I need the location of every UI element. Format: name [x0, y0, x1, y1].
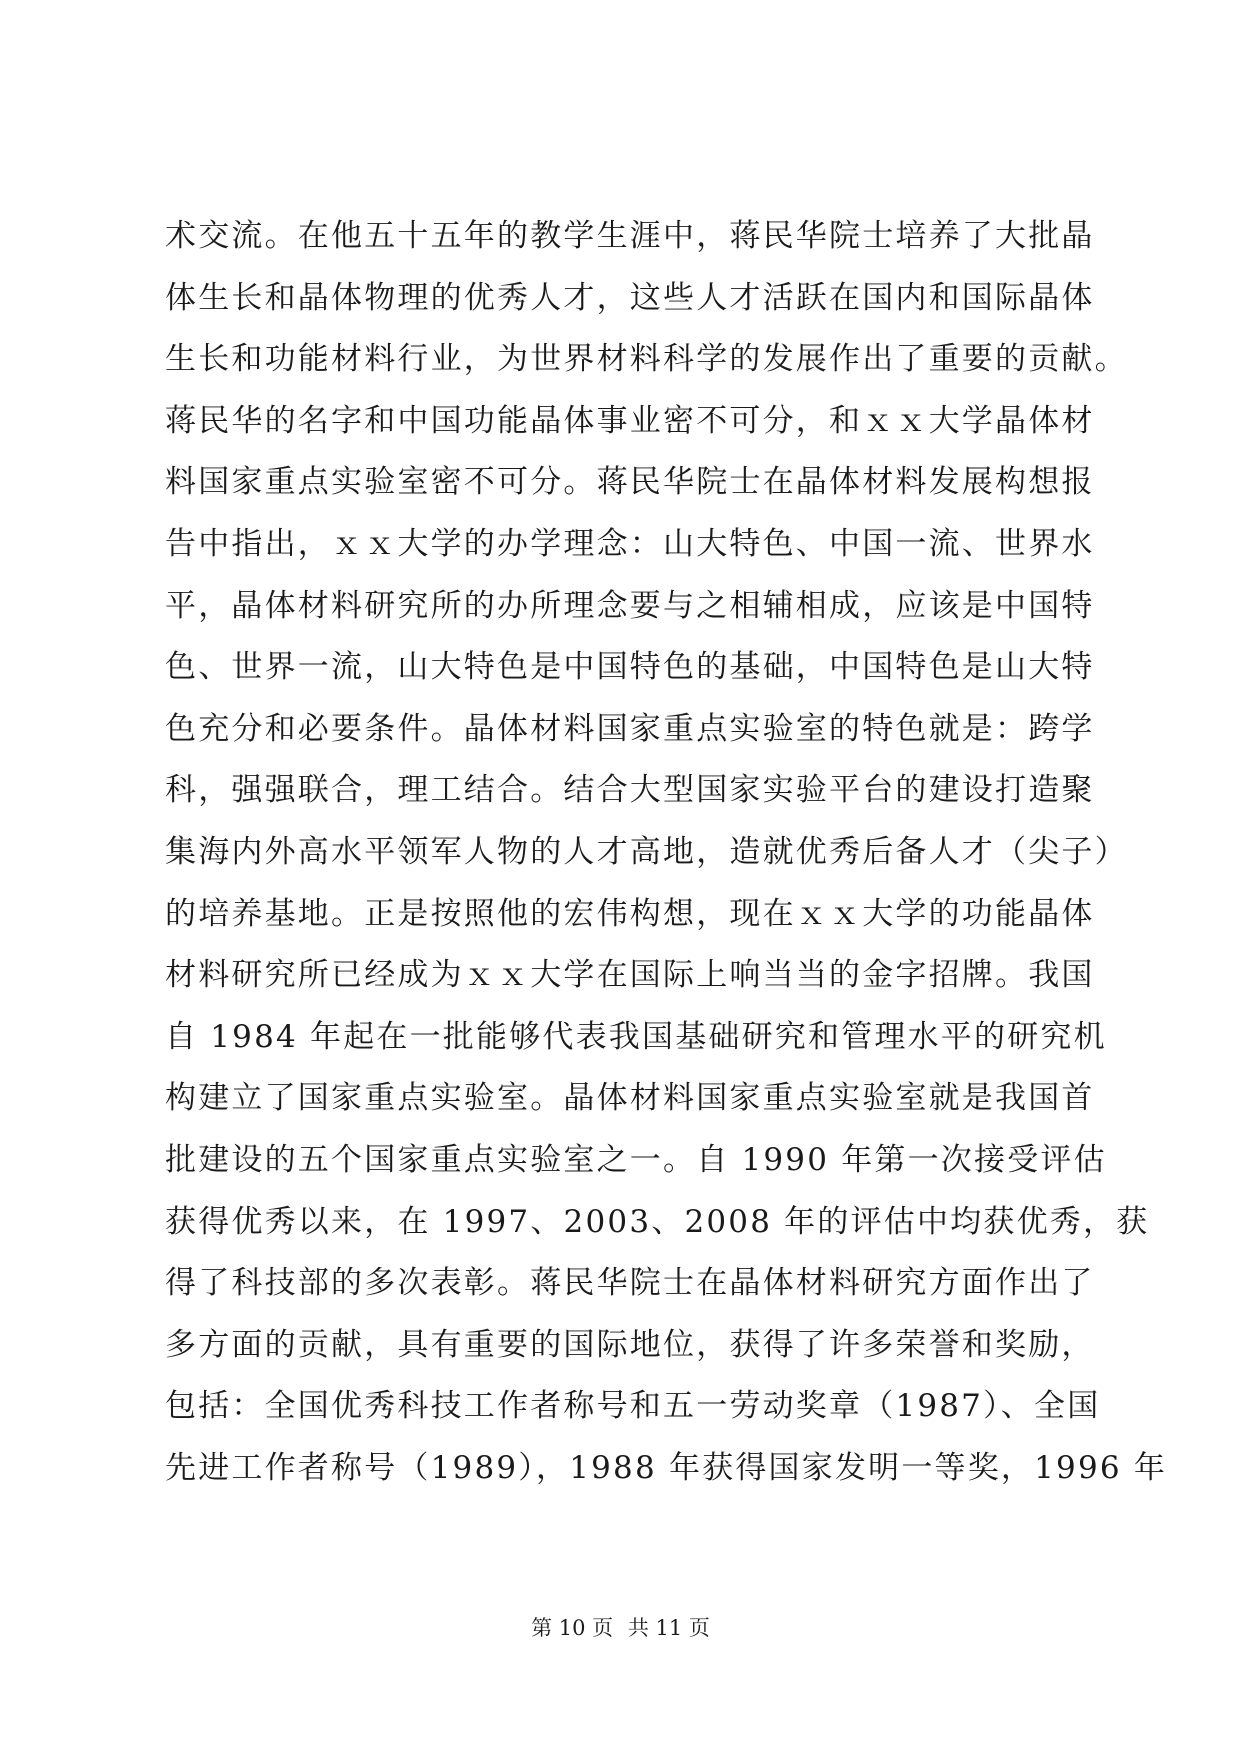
- text-line: 多方面的贡献，具有重要的国际地位，获得了许多荣誉和奖励，: [165, 1326, 1095, 1363]
- text-line: 蒋民华的名字和中国功能晶体事业密不可分，和ｘｘ大学晶体材: [165, 402, 1095, 439]
- page-number: 第 10 页: [531, 1616, 614, 1640]
- text-line: 色、世界一流，山大特色是中国特色的基础，中国特色是山大特: [165, 649, 1095, 686]
- text-line: 材料研究所已经成为ｘｘ大学在国际上响当当的金字招牌。我国: [165, 957, 1095, 994]
- text-line: 构建立了国家重点实验室。晶体材料国家重点实验室就是我国首: [165, 1080, 1095, 1117]
- text-line: 包括：全国优秀科技工作者称号和五一劳动奖章（1987）、全国: [165, 1388, 1101, 1425]
- text-line: 科，强强联合，理工结合。结合大型国家实验平台的建设打造聚: [165, 772, 1095, 809]
- page-total: 共 11 页: [627, 1616, 710, 1640]
- text-line: 体生长和晶体物理的优秀人才，这些人才活跃在国内和国际晶体: [165, 279, 1095, 316]
- text-line: 获得优秀以来，在 1997、2003、2008 年的评估中均获优秀，获: [165, 1203, 1150, 1240]
- text-line: 得了科技部的多次表彰。蒋民华院士在晶体材料研究方面作出了: [165, 1265, 1095, 1302]
- text-line: 生长和功能材料行业，为世界材料科学的发展作出了重要的贡献。: [165, 341, 1128, 378]
- text-line: 平，晶体材料研究所的办所理念要与之相辅相成，应该是中国特: [165, 587, 1095, 624]
- text-line: 先进工作者称号（1989），1988 年获得国家发明一等奖，1996 年: [165, 1449, 1168, 1486]
- page-footer: [0, 1614, 1241, 1642]
- text-line: 自 1984 年起在一批能够代表我国基础研究和管理水平的研究机: [165, 1018, 1107, 1055]
- text-line: 告中指出，ｘｘ大学的办学理念：山大特色、中国一流、世界水: [165, 525, 1095, 562]
- text-line: 的培养基地。正是按照他的宏伟构想，现在ｘｘ大学的功能晶体: [165, 895, 1095, 932]
- text-line: 集海内外高水平领军人物的人才高地，造就优秀后备人才（尖子）: [165, 833, 1128, 870]
- text-line: 术交流。在他五十五年的教学生涯中，蒋民华院士培养了大批晶: [165, 218, 1095, 254]
- body-text: [165, 206, 1168, 1499]
- text-line: 批建设的五个国家重点实验室之一。自 1990 年第一次接受评估: [165, 1141, 1107, 1178]
- text-line: 色充分和必要条件。晶体材料国家重点实验室的特色就是：跨学: [165, 710, 1095, 747]
- text-line: 料国家重点实验室密不可分。蒋民华院士在晶体材料发展构想报: [165, 464, 1095, 501]
